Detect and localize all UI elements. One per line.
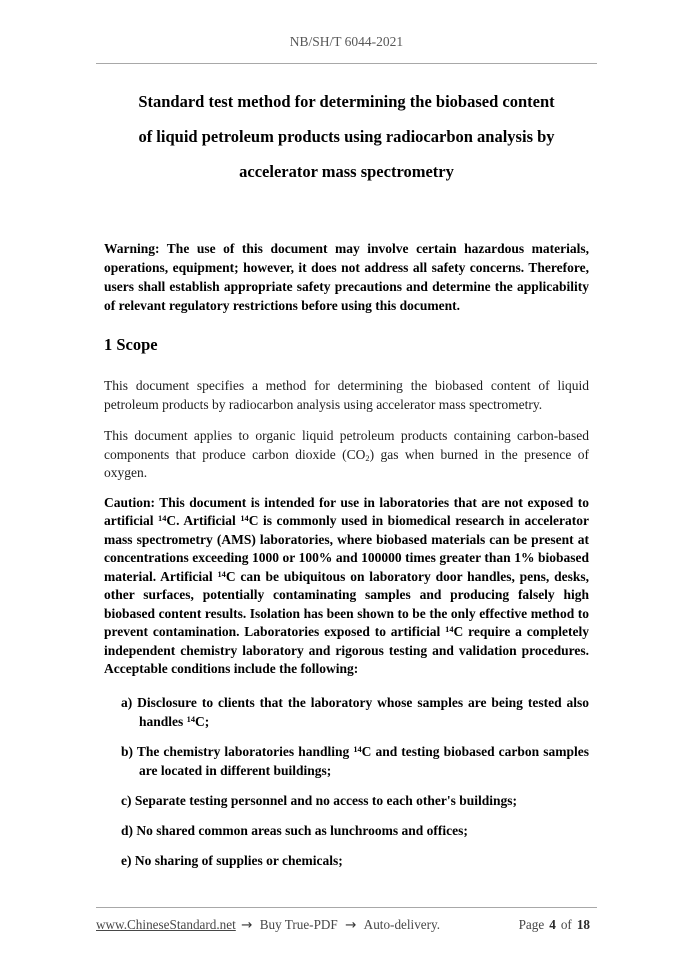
footer-buy-text: Buy True-PDF	[259, 917, 338, 932]
list-item-label: d)	[121, 822, 134, 838]
footer-source-line	[96, 917, 442, 933]
title-line: of liquid petroleum products using radiocarbon analysis by	[138, 127, 555, 146]
page-current: 4	[549, 917, 556, 932]
warning-paragraph: Warning: The use of this document may involve certain hazardous materials, operations, equipment; however, it does not address all safety concerns. Therefore, users shall establish appropriate safety precautions and determine the applicability of relevant regulatory restrictions before using this document.	[104, 241, 589, 313]
page-total: 18	[576, 917, 590, 932]
list-item-text: No shared common areas such as lunchrooms and offices;	[136, 822, 468, 838]
title-line: accelerator mass spectrometry	[239, 162, 454, 181]
website-link[interactable]: www.ChineseStandard.net	[96, 917, 236, 932]
list-item-label: a)	[121, 694, 133, 710]
footer-delivery-text: Auto-delivery.	[363, 917, 441, 932]
section-heading-scope: 1 Scope	[104, 335, 158, 354]
list-item-text: Separate testing personnel and no access to each other's buildings;	[134, 792, 518, 808]
page-label: Page	[518, 917, 545, 932]
list-item-label: b)	[121, 743, 134, 759]
page-footer	[0, 907, 693, 933]
scope-paragraph: This document specifies a method for determining the biobased content of liquid petroleum products by radiocarbon analysis using accelerator mass spectrometry.	[104, 378, 589, 412]
list-item-text: The chemistry laboratories handling $^{14}$C and testing biobased carbon samples are located in different buildings;	[136, 743, 589, 778]
caution-paragraph: Caution: This document is intended for use in laboratories that are not exposed to artificial $^{14}$C. Artificial $^{14}$C is commonly used in biomedical research in accelerator mass spectrometry (AMS) laboratories, where biobased materials can be present at concentrations exceeding 1000 or 100% and 100000 times greater than 1% biobased material. Artificial $^{14}$C can be ubiquitous on laboratory door handles, pens, desks, other surfaces, potentially contaminating samples and producing falsely high biobased content results. Isolation has been shown to be the only effective method to prevent contamination. Laboratories exposed to artificial $^{14}$C require a completely independent chemistry laboratory and rigorous testing and validation procedures. Acceptable conditions include the following:	[104, 494, 590, 676]
list-item-label: e)	[121, 852, 132, 868]
list-item	[121, 693, 589, 731]
list-item-text: Disclosure to clients that the laboratory whose samples are being tested also handles $^{14}$C;	[137, 694, 589, 729]
list-item	[121, 821, 589, 840]
page-of-label: of	[560, 917, 572, 932]
right-arrow-icon: →	[241, 917, 253, 933]
list-item	[121, 851, 589, 870]
list-item	[121, 742, 589, 780]
list-item-text: No sharing of supplies or chemicals;	[134, 852, 343, 868]
page-indicator	[517, 917, 593, 933]
footer-divider	[96, 907, 597, 908]
right-arrow-icon: →	[345, 917, 357, 933]
header-doc-number: NB/SH/T 6044-2021	[289, 34, 404, 49]
title-line: Standard test method for determining the biobased content	[138, 92, 555, 111]
header-divider	[96, 63, 597, 64]
list-item	[121, 791, 589, 810]
document-title	[104, 84, 589, 189]
list-item-label: c)	[121, 792, 132, 808]
page-content	[0, 84, 693, 870]
scope-paragraph: This document applies to organic liquid petroleum products containing carbon-based components that produce carbon dioxide $(CO_2)$ gas when burned in the presence of oxygen.	[104, 428, 589, 480]
acceptable-conditions-list	[104, 693, 589, 870]
